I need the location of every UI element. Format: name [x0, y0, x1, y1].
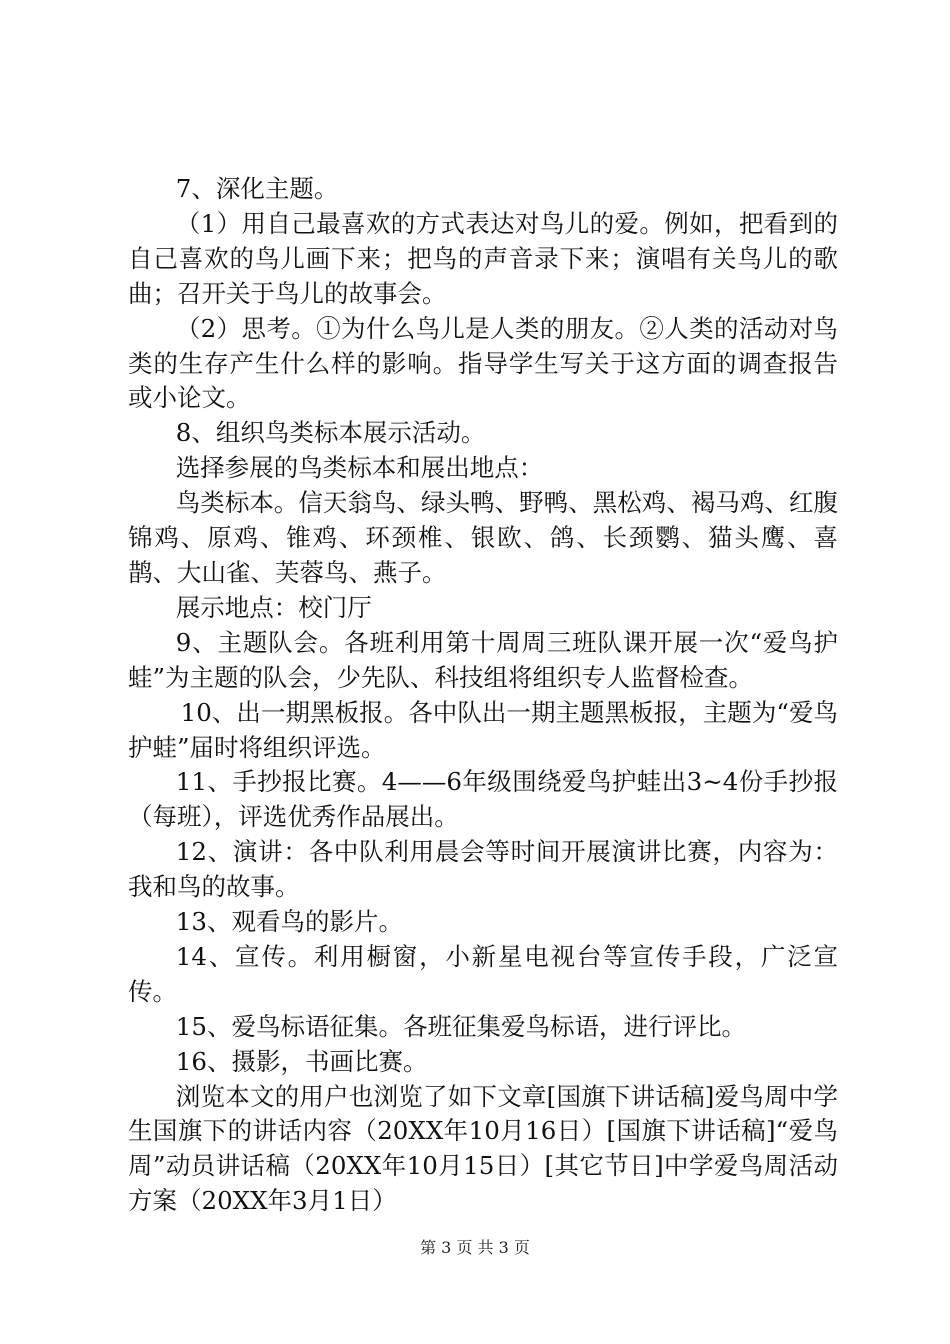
- paragraph-13-film: 13、观看鸟的影片。: [175, 907, 403, 937]
- paragraph-10-blackboard: 10、出一期黑板报。各中队出一期主题黑板报，主题为“爱鸟护蛙”届时将组织评选。: [128, 697, 838, 762]
- document-body: [128, 172, 838, 1219]
- paragraph-12-speech: 12、演讲：各中队利用晨会等时间开展演讲比赛，内容为：我和鸟的故事。: [128, 837, 838, 902]
- related-articles-paragraph: 浏览本文的用户也浏览了如下文章[国旗下讲话稿]爱鸟周中学生国旗下的讲话内容（20XX年10月16日）[国旗下讲话稿]“爱鸟周”动员讲话稿（20XX年10月15日）[其它节日]中学爱鸟周活动方案（20XX年3月1日）: [128, 1081, 838, 1216]
- paragraph-specimen-list: 鸟类标本。信天翁鸟、绿头鸭、野鸭、黑松鸡、褐马鸡、红腹锦鸡、原鸡、锥鸡、环颈椎、银欧、鸽、长颈鹦、猫头鹰、喜鹊、大山雀、芙蓉鸟、燕子。: [128, 488, 838, 587]
- paragraph-display-location: 展示地点：校门厅: [175, 592, 372, 622]
- paragraph-8-heading: 8、组织鸟类标本展示活动。: [175, 418, 486, 448]
- paragraph-9-team-meeting: 9、主题队会。各班利用第十周周三班队课开展一次“爱鸟护蛙”为主题的队会，少先队、科技组将组织专人监督检查。: [128, 627, 838, 692]
- paragraph-16-photography: 16、摄影，书画比赛。: [175, 1046, 428, 1076]
- paragraph-specimen-selection: 选择参展的鸟类标本和展出地点：: [175, 453, 544, 483]
- paragraph-15-slogans: 15、爱鸟标语征集。各班征集爱鸟标语，进行评比。: [175, 1011, 746, 1041]
- page-number-footer: 第 3 页 共 3 页: [420, 1238, 530, 1257]
- paragraph-11-handwritten-paper: 11、手抄报比赛。4——6年级围绕爱鸟护蛙出3~4份手抄报（每班），评选优秀作品展出。: [128, 767, 838, 832]
- paragraph-14-publicity: 14、宣传。利用橱窗，小新星电视台等宣传手段，广泛宣传。: [128, 941, 838, 1006]
- paragraph-7-item-2: （2）思考。①为什么鸟儿是人类的朋友。②人类的活动对鸟类的生存产生什么样的影响。指导学生写关于这方面的调查报告或小论文。: [128, 313, 838, 413]
- paragraph-7-heading: 7、深化主题。: [175, 174, 339, 203]
- paragraph-7-item-1: （1）用自己最喜欢的方式表达对鸟儿的爱。例如，把看到的自己喜欢的鸟儿画下来；把鸟的声音录下来；演唱有关鸟儿的歌曲；召开关于鸟儿的故事会。: [128, 208, 838, 308]
